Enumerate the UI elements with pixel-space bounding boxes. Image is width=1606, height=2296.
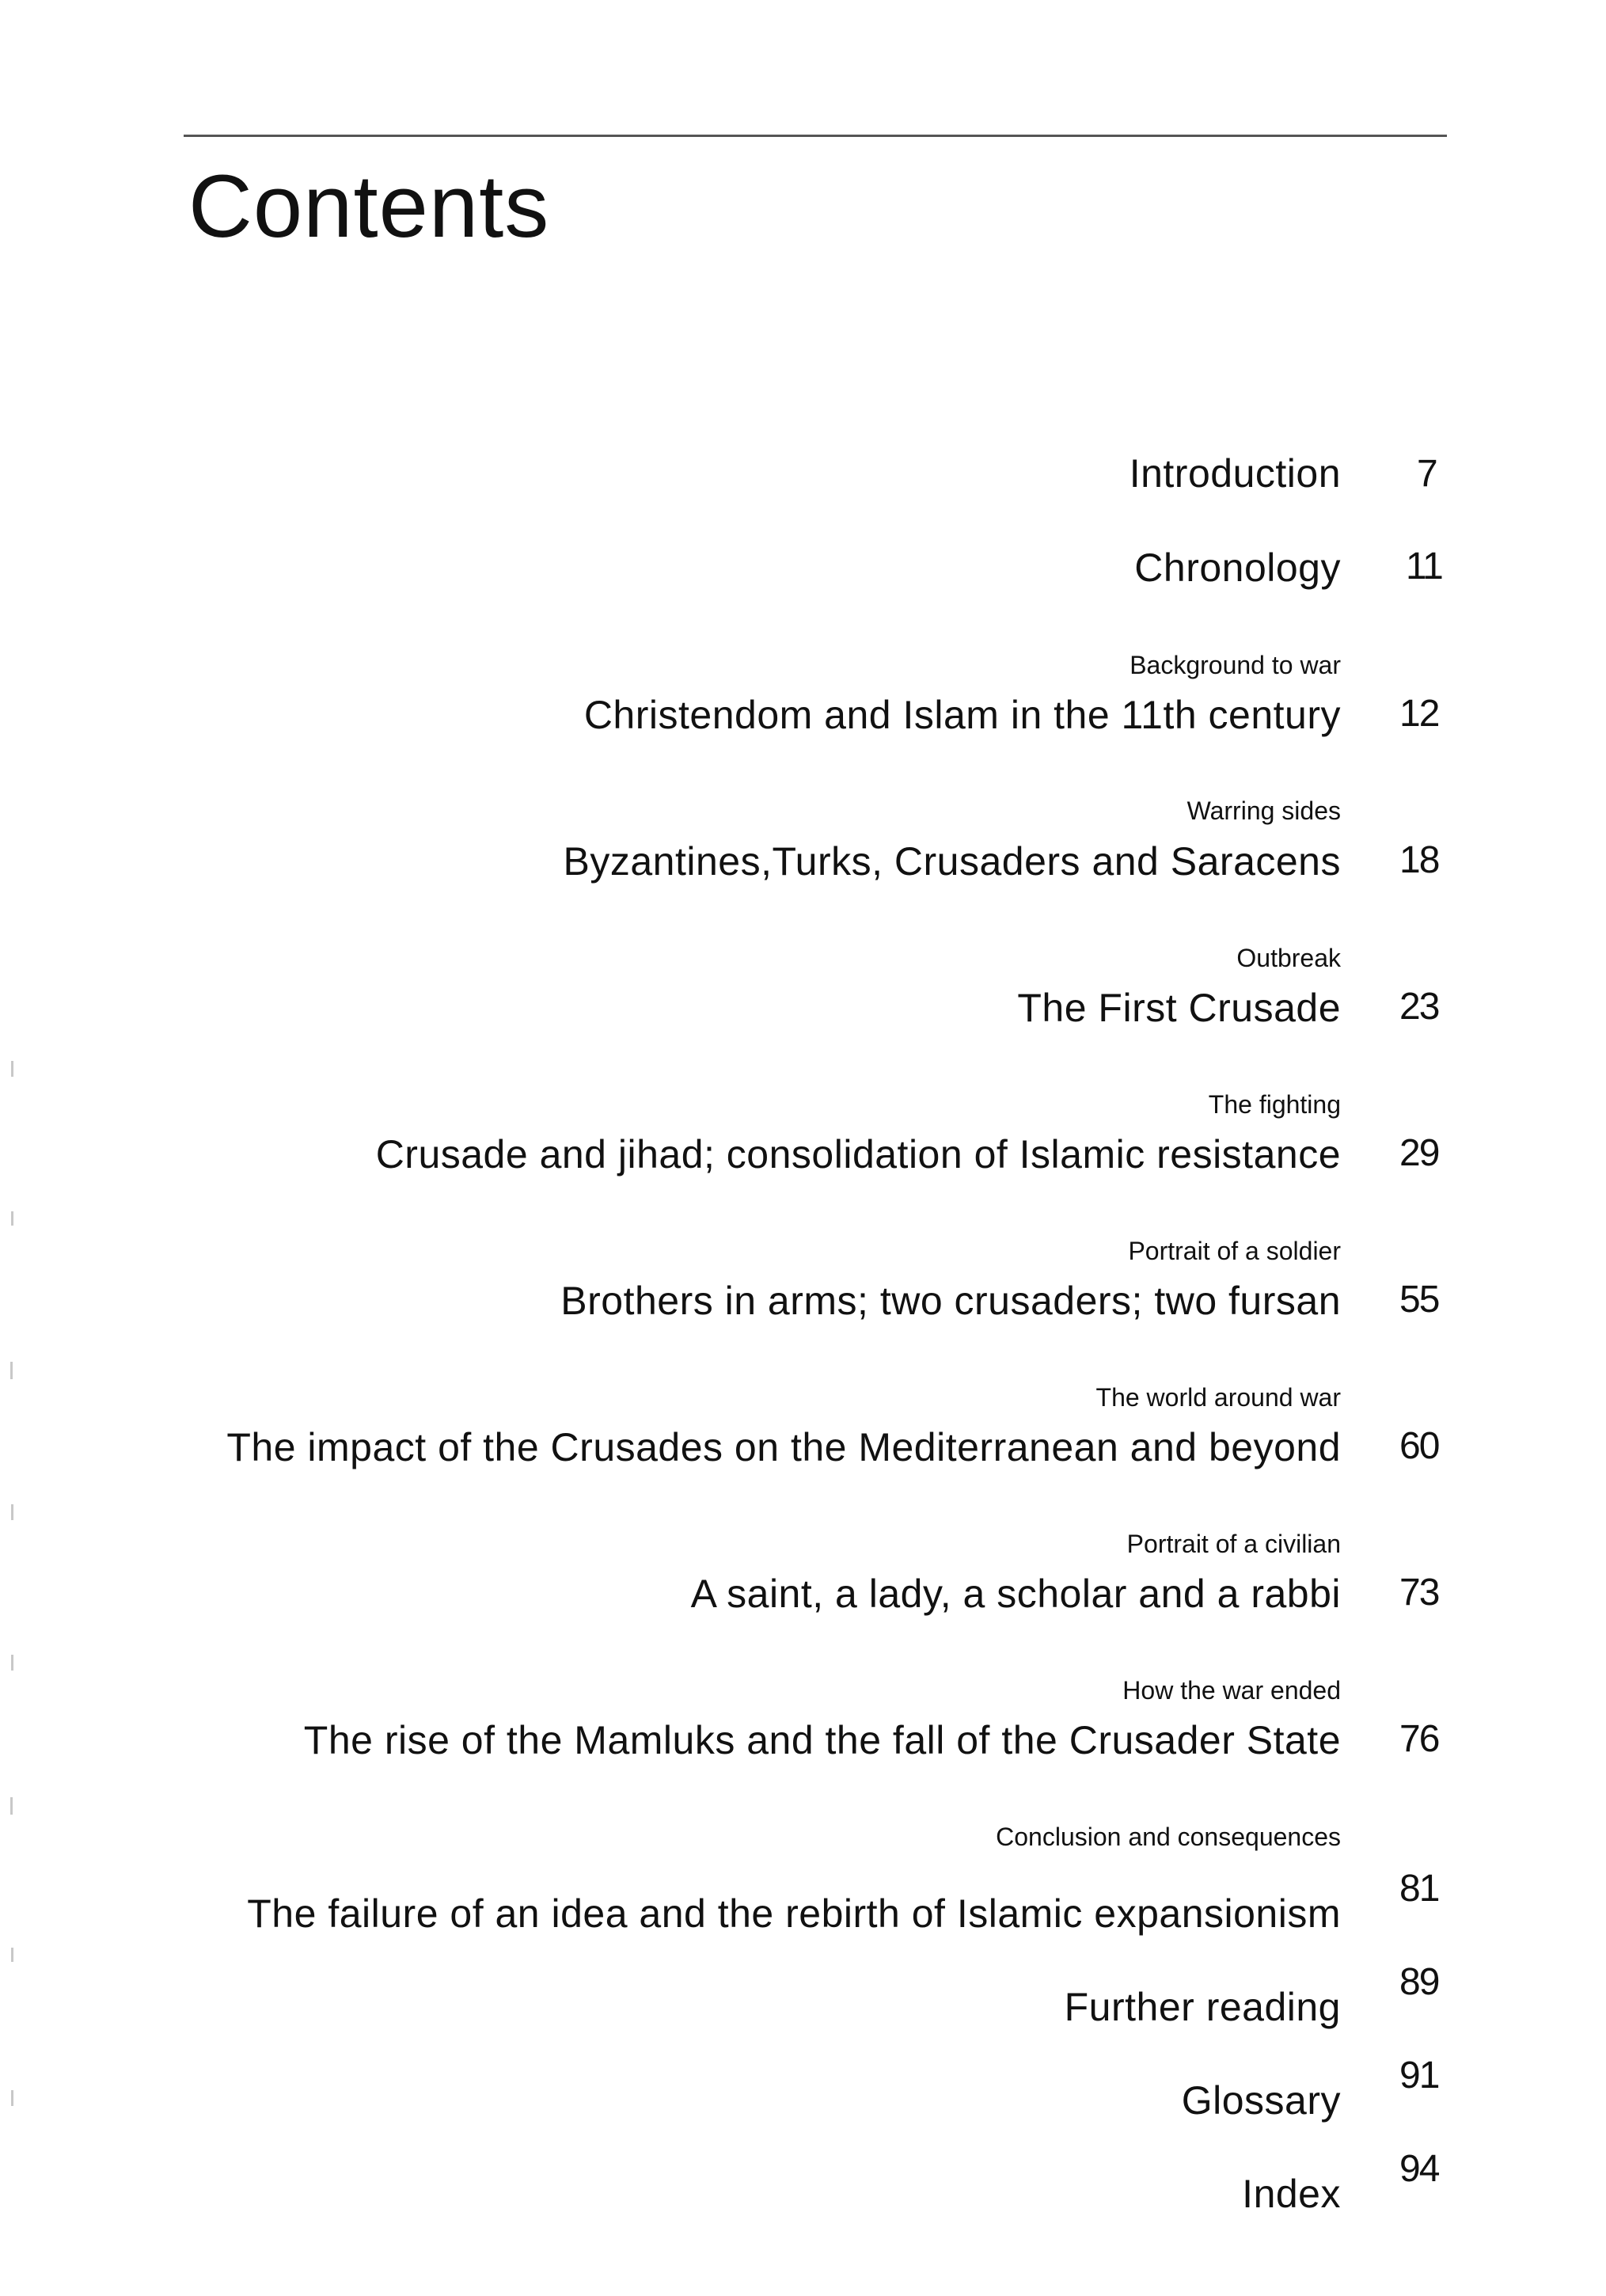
toc-page-number[interactable]: 91 (1399, 2055, 1439, 2096)
scan-speck (11, 1211, 13, 1226)
toc-page-number[interactable]: 89 (1399, 1961, 1439, 2003)
scan-speck (11, 1948, 13, 1962)
toc-entry-title[interactable]: The rise of the Mamluks and the fall of the Crusader State (303, 1718, 1341, 1762)
toc-entry-title[interactable]: The impact of the Crusades on the Mediterranean and beyond (226, 1425, 1341, 1469)
toc-entry-title[interactable]: Glossary (1181, 2078, 1341, 2123)
toc-page-number[interactable]: 7 (1417, 453, 1437, 495)
toc-page-number[interactable]: 81 (1399, 1868, 1439, 1910)
page-title: Contents (188, 157, 550, 256)
toc-entry-title[interactable]: Introduction (1129, 451, 1341, 496)
toc-entry-title[interactable]: Byzantines,Turks, Crusaders and Saracens (563, 839, 1341, 884)
toc-page-number[interactable]: 23 (1399, 986, 1439, 1028)
toc-entry-title[interactable]: Chronology (1134, 545, 1341, 590)
toc-section-label: Portrait of a soldier (1128, 1237, 1341, 1265)
toc-entry-title[interactable]: Christendom and Islam in the 11th century (583, 693, 1341, 737)
toc-page-number[interactable]: 11 (1406, 545, 1442, 587)
scan-speck (10, 1797, 13, 1815)
toc-entry-title[interactable]: A saint, a lady, a scholar and a rabbi (690, 1572, 1341, 1616)
toc-section-label: Portrait of a civilian (1126, 1530, 1341, 1558)
toc-page-number[interactable]: 73 (1399, 1572, 1439, 1614)
toc-section-label: Conclusion and consequences (996, 1823, 1341, 1851)
toc-section-label: Outbreak (1236, 944, 1341, 972)
toc-page-number[interactable]: 18 (1399, 839, 1439, 881)
toc-entry-title[interactable]: Index (1242, 2172, 1341, 2216)
toc-section-label: The fighting (1208, 1090, 1341, 1119)
toc-page-number[interactable]: 12 (1399, 693, 1439, 735)
toc-entry-title[interactable]: Further reading (1064, 1985, 1341, 2029)
toc-page-number[interactable]: 29 (1399, 1132, 1439, 1174)
scan-speck (11, 1655, 13, 1671)
top-rule (184, 135, 1447, 137)
toc-section-label: Background to war (1130, 651, 1341, 679)
toc-entry-title[interactable]: The failure of an idea and the rebirth of Islamic expansionism (247, 1891, 1341, 1936)
scan-speck (10, 1362, 13, 1379)
toc-section-label: Warring sides (1186, 796, 1341, 825)
toc-section-label: The world around war (1095, 1383, 1341, 1412)
toc-page-number[interactable]: 55 (1399, 1279, 1439, 1321)
scan-speck (11, 1504, 13, 1520)
toc-entry-title[interactable]: The First Crusade (1017, 986, 1341, 1030)
toc-entry-title[interactable]: Crusade and jihad; consolidation of Islamic resistance (375, 1132, 1341, 1177)
toc-entry-title[interactable]: Brothers in arms; two crusaders; two fursan (560, 1279, 1341, 1323)
scan-speck (11, 2090, 13, 2106)
toc-page-number[interactable]: 76 (1399, 1718, 1439, 1760)
scan-speck (11, 1061, 13, 1077)
toc-page-number[interactable]: 94 (1399, 2148, 1439, 2190)
toc-page-number[interactable]: 60 (1399, 1425, 1439, 1467)
toc-section-label: How the war ended (1122, 1676, 1341, 1705)
